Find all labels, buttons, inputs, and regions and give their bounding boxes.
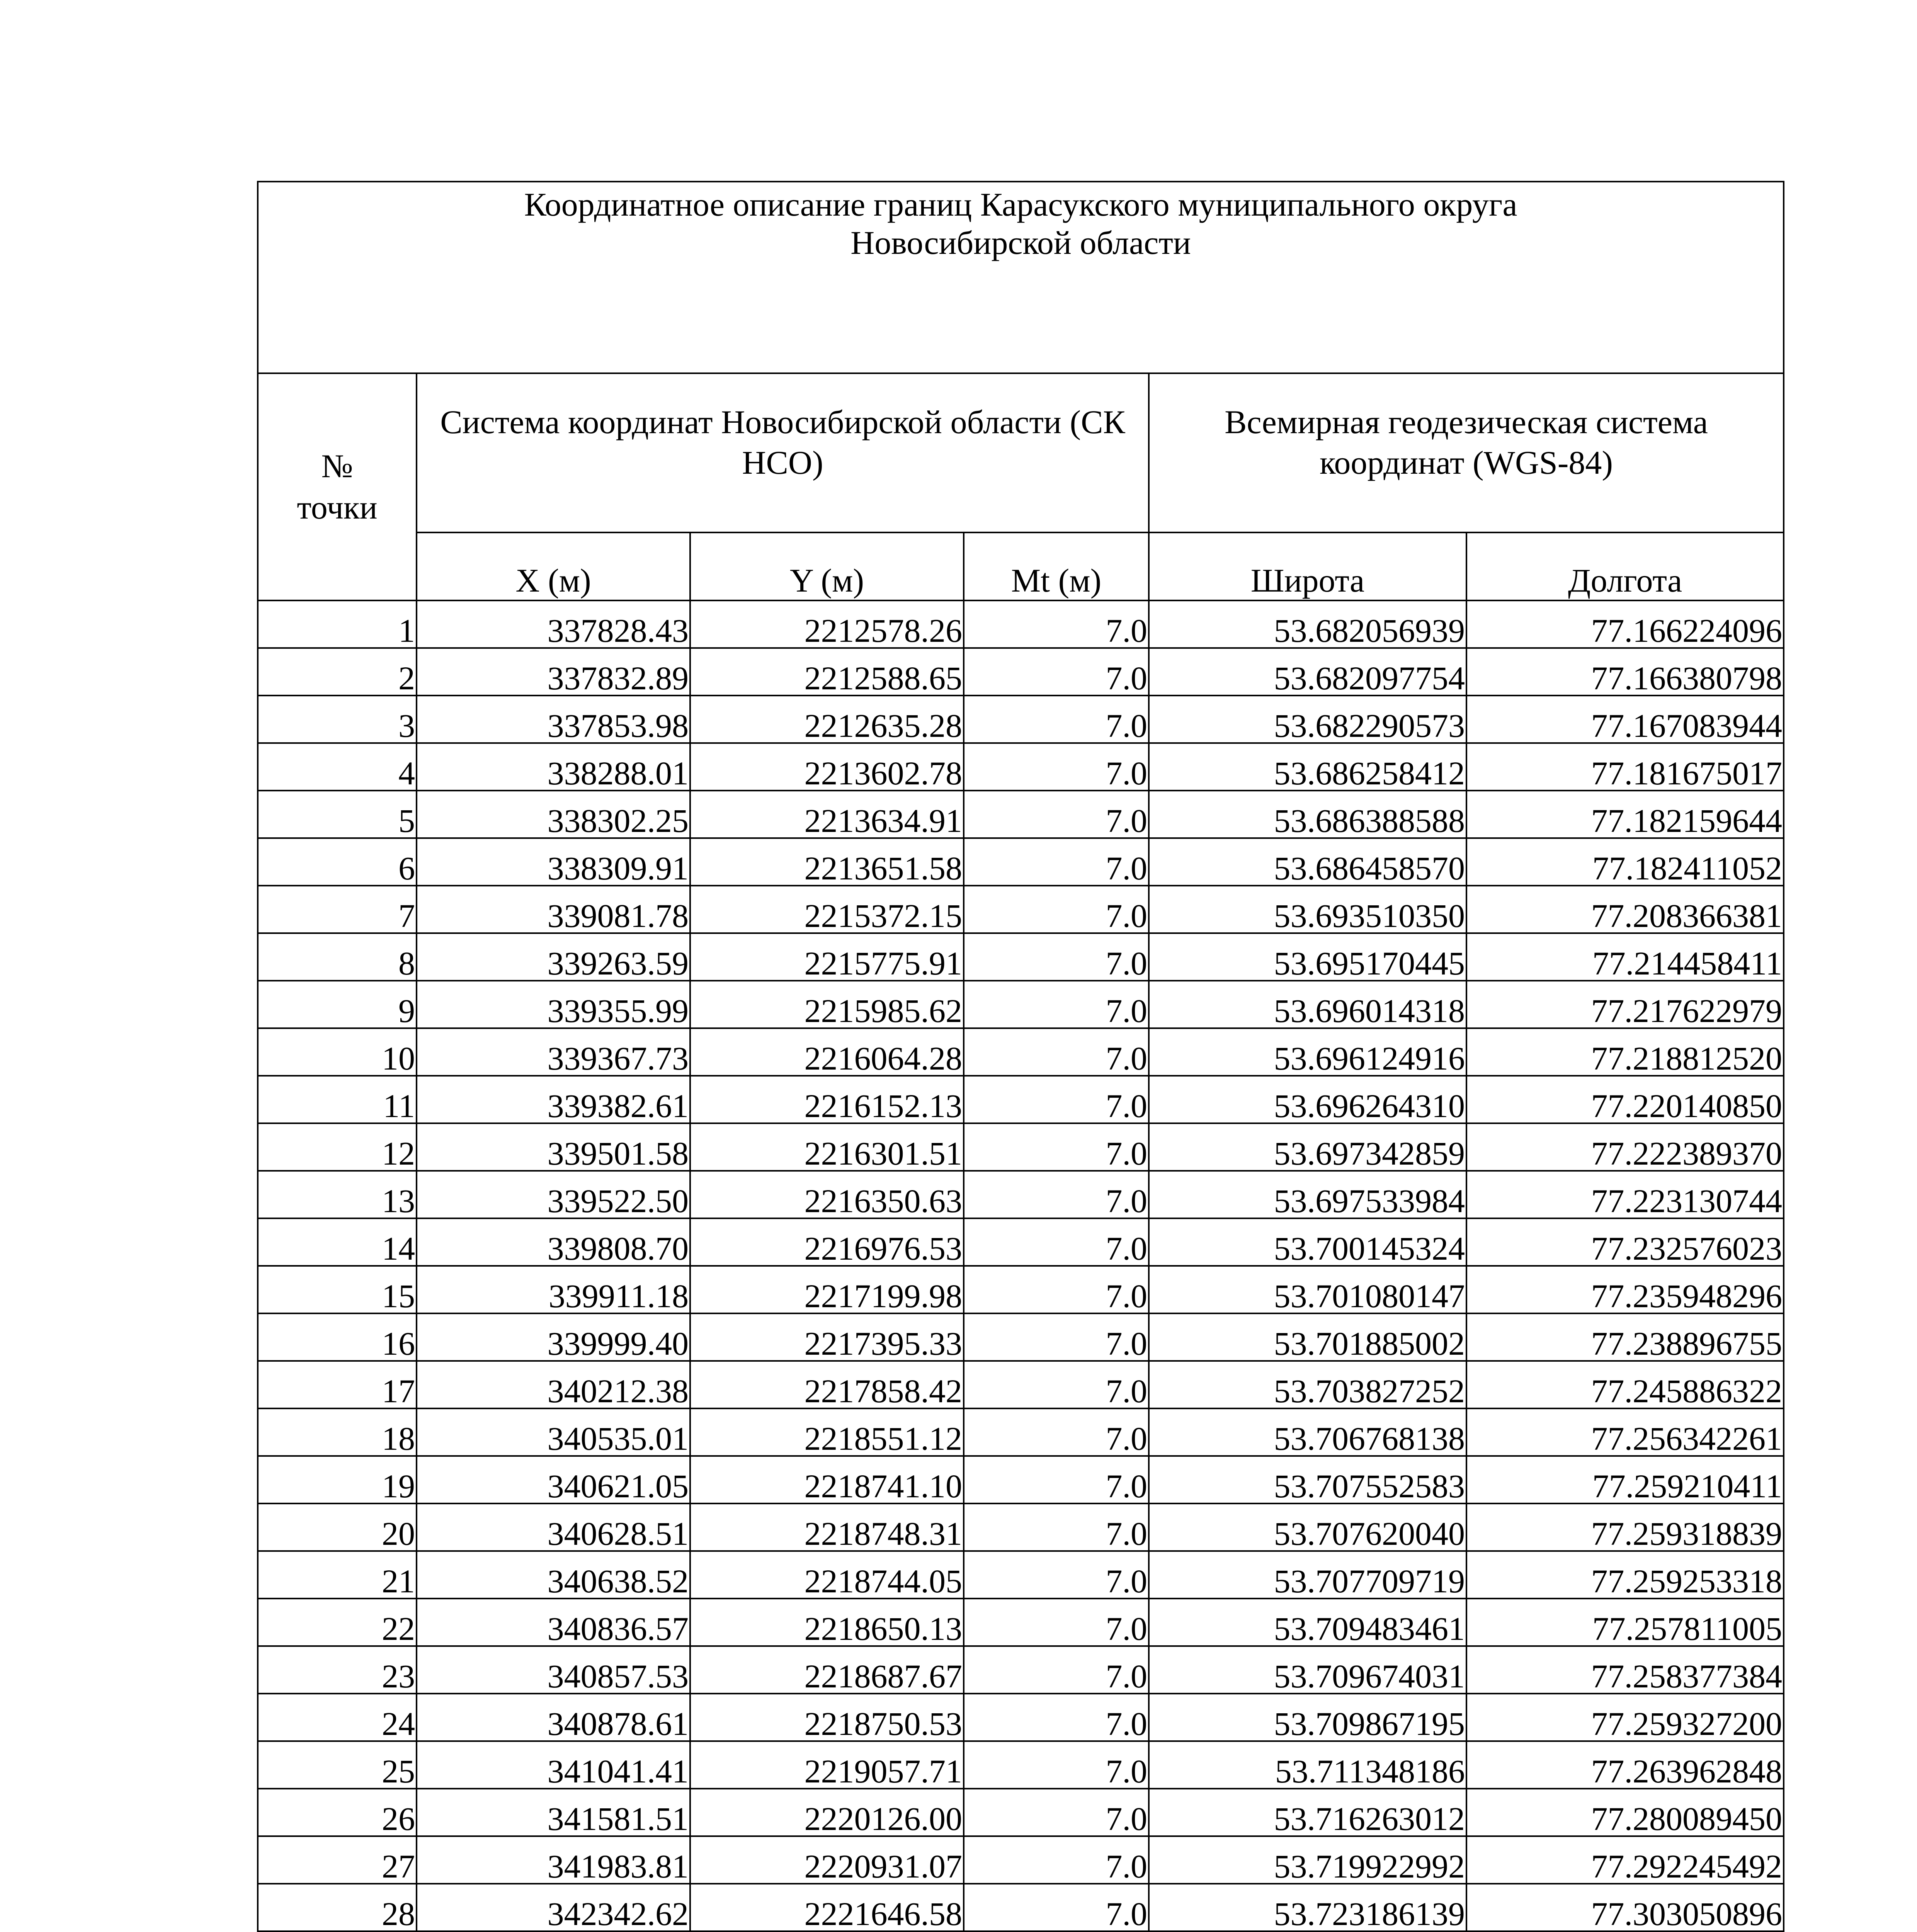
latitude-cell: 53.686458570 xyxy=(1149,838,1466,886)
mt-cell: 7.0 xyxy=(964,933,1149,981)
longitude-cell: 77.238896755 xyxy=(1466,1313,1784,1361)
point-number-cell: 1 xyxy=(258,600,417,648)
document-title xyxy=(258,182,1784,373)
latitude-cell: 53.707709719 xyxy=(1149,1551,1466,1599)
x-cell: 339808.70 xyxy=(417,1218,690,1266)
mt-cell: 7.0 xyxy=(964,838,1149,886)
point-number-cell: 2 xyxy=(258,648,417,696)
y-cell: 2215985.62 xyxy=(690,981,964,1028)
point-number-cell: 12 xyxy=(258,1123,417,1171)
mt-cell: 7.0 xyxy=(964,1123,1149,1171)
y-cell: 2217858.42 xyxy=(690,1361,964,1408)
x-cell: 339382.61 xyxy=(417,1076,690,1123)
latitude-cell: 53.706768138 xyxy=(1149,1408,1466,1456)
latitude-cell: 53.716263012 xyxy=(1149,1789,1466,1836)
x-cell: 337828.43 xyxy=(417,600,690,648)
longitude-cell: 77.167083944 xyxy=(1466,696,1784,743)
longitude-cell: 77.166224096 xyxy=(1466,600,1784,648)
longitude-cell: 77.259253318 xyxy=(1466,1551,1784,1599)
x-cell: 339911.18 xyxy=(417,1266,690,1313)
table-row xyxy=(258,1646,1784,1694)
table-row xyxy=(258,648,1784,696)
point-number-cell: 24 xyxy=(258,1694,417,1741)
table-row xyxy=(258,1123,1784,1171)
point-number-header xyxy=(258,373,417,600)
nso-system-header: Система координат Новосибирской области (СК НСО) xyxy=(417,373,1149,532)
longitude-column-header: Долгота xyxy=(1466,532,1784,600)
y-cell: 2216976.53 xyxy=(690,1218,964,1266)
longitude-cell: 77.258377384 xyxy=(1466,1646,1784,1694)
longitude-cell: 77.217622979 xyxy=(1466,981,1784,1028)
point-number-cell: 22 xyxy=(258,1599,417,1646)
longitude-cell: 77.245886322 xyxy=(1466,1361,1784,1408)
x-cell: 341983.81 xyxy=(417,1836,690,1884)
point-number-cell: 19 xyxy=(258,1456,417,1503)
point-number-cell: 15 xyxy=(258,1266,417,1313)
longitude-cell: 77.259318839 xyxy=(1466,1503,1784,1551)
y-cell: 2212635.28 xyxy=(690,696,964,743)
table-row xyxy=(258,1503,1784,1551)
point-number-cell: 14 xyxy=(258,1218,417,1266)
table-row xyxy=(258,886,1784,933)
latitude-cell: 53.723186139 xyxy=(1149,1884,1466,1931)
x-cell: 338288.01 xyxy=(417,743,690,791)
latitude-cell: 53.711348186 xyxy=(1149,1741,1466,1789)
x-cell: 340621.05 xyxy=(417,1456,690,1503)
table-row xyxy=(258,1076,1784,1123)
x-cell: 339999.40 xyxy=(417,1313,690,1361)
longitude-cell: 77.214458411 xyxy=(1466,933,1784,981)
table-row xyxy=(258,1313,1784,1361)
longitude-cell: 77.292245492 xyxy=(1466,1836,1784,1884)
latitude-cell: 53.686258412 xyxy=(1149,743,1466,791)
y-cell: 2212588.65 xyxy=(690,648,964,696)
y-cell: 2216301.51 xyxy=(690,1123,964,1171)
point-number-cell: 20 xyxy=(258,1503,417,1551)
table-row xyxy=(258,1408,1784,1456)
mt-cell: 7.0 xyxy=(964,1076,1149,1123)
longitude-cell: 77.182159644 xyxy=(1466,791,1784,838)
latitude-cell: 53.697533984 xyxy=(1149,1171,1466,1218)
longitude-cell: 77.223130744 xyxy=(1466,1171,1784,1218)
point-number-cell: 27 xyxy=(258,1836,417,1884)
mt-cell: 7.0 xyxy=(964,886,1149,933)
point-number-cell: 4 xyxy=(258,743,417,791)
x-cell: 340535.01 xyxy=(417,1408,690,1456)
table-row xyxy=(258,1551,1784,1599)
y-cell: 2216350.63 xyxy=(690,1171,964,1218)
y-cell: 2216064.28 xyxy=(690,1028,964,1076)
mt-cell: 7.0 xyxy=(964,1456,1149,1503)
y-cell: 2215775.91 xyxy=(690,933,964,981)
mt-cell: 7.0 xyxy=(964,743,1149,791)
mt-cell: 7.0 xyxy=(964,1884,1149,1931)
latitude-cell: 53.707620040 xyxy=(1149,1503,1466,1551)
point-number-cell: 10 xyxy=(258,1028,417,1076)
latitude-cell: 53.701080147 xyxy=(1149,1266,1466,1313)
y-cell: 2218687.67 xyxy=(690,1646,964,1694)
x-cell: 339355.99 xyxy=(417,981,690,1028)
column-header-row xyxy=(258,532,1784,600)
latitude-cell: 53.703827252 xyxy=(1149,1361,1466,1408)
table-row xyxy=(258,1218,1784,1266)
point-number-cell: 25 xyxy=(258,1741,417,1789)
latitude-cell: 53.682097754 xyxy=(1149,648,1466,696)
y-cell: 2218551.12 xyxy=(690,1408,964,1456)
x-cell: 342342.62 xyxy=(417,1884,690,1931)
x-cell: 338309.91 xyxy=(417,838,690,886)
table-row xyxy=(258,1361,1784,1408)
mt-cell: 7.0 xyxy=(964,1599,1149,1646)
mt-cell: 7.0 xyxy=(964,1694,1149,1741)
point-header-line-1: № xyxy=(321,447,353,485)
longitude-cell: 77.208366381 xyxy=(1466,886,1784,933)
latitude-cell: 53.696124916 xyxy=(1149,1028,1466,1076)
x-cell: 341581.51 xyxy=(417,1789,690,1836)
point-number-cell: 7 xyxy=(258,886,417,933)
longitude-cell: 77.235948296 xyxy=(1466,1266,1784,1313)
table-row xyxy=(258,1028,1784,1076)
mt-cell: 7.0 xyxy=(964,1836,1149,1884)
y-cell: 2218741.10 xyxy=(690,1456,964,1503)
point-header-line-2: точки xyxy=(297,489,378,526)
longitude-cell: 77.259327200 xyxy=(1466,1694,1784,1741)
title-row xyxy=(258,182,1784,373)
x-cell: 340638.52 xyxy=(417,1551,690,1599)
y-cell: 2213602.78 xyxy=(690,743,964,791)
point-number-cell: 8 xyxy=(258,933,417,981)
mt-cell: 7.0 xyxy=(964,648,1149,696)
mt-cell: 7.0 xyxy=(964,1361,1149,1408)
mt-column-header: Mt (м) xyxy=(964,532,1149,600)
table-row xyxy=(258,838,1784,886)
latitude-cell: 53.709483461 xyxy=(1149,1599,1466,1646)
latitude-cell: 53.709867195 xyxy=(1149,1694,1466,1741)
latitude-cell: 53.719922992 xyxy=(1149,1836,1466,1884)
latitude-cell: 53.682290573 xyxy=(1149,696,1466,743)
longitude-cell: 77.166380798 xyxy=(1466,648,1784,696)
x-cell: 339367.73 xyxy=(417,1028,690,1076)
x-cell: 337853.98 xyxy=(417,696,690,743)
latitude-cell: 53.686388588 xyxy=(1149,791,1466,838)
table-row xyxy=(258,933,1784,981)
longitude-cell: 77.259210411 xyxy=(1466,1456,1784,1503)
x-cell: 339501.58 xyxy=(417,1123,690,1171)
mt-cell: 7.0 xyxy=(964,1503,1149,1551)
longitude-cell: 77.263962848 xyxy=(1466,1741,1784,1789)
table-row xyxy=(258,1266,1784,1313)
y-cell: 2218750.53 xyxy=(690,1694,964,1741)
mt-cell: 7.0 xyxy=(964,981,1149,1028)
y-cell: 2220126.00 xyxy=(690,1789,964,1836)
x-cell: 339081.78 xyxy=(417,886,690,933)
y-cell: 2216152.13 xyxy=(690,1076,964,1123)
point-number-cell: 23 xyxy=(258,1646,417,1694)
table-row xyxy=(258,1741,1784,1789)
x-cell: 341041.41 xyxy=(417,1741,690,1789)
longitude-cell: 77.181675017 xyxy=(1466,743,1784,791)
latitude-cell: 53.697342859 xyxy=(1149,1123,1466,1171)
longitude-cell: 77.303050896 xyxy=(1466,1884,1784,1931)
latitude-cell: 53.701885002 xyxy=(1149,1313,1466,1361)
point-number-cell: 3 xyxy=(258,696,417,743)
x-cell: 338302.25 xyxy=(417,791,690,838)
mt-cell: 7.0 xyxy=(964,600,1149,648)
x-cell: 339522.50 xyxy=(417,1171,690,1218)
latitude-cell: 53.696264310 xyxy=(1149,1076,1466,1123)
x-cell: 340857.53 xyxy=(417,1646,690,1694)
point-number-cell: 26 xyxy=(258,1789,417,1836)
group-header-row xyxy=(258,373,1784,532)
y-cell: 2212578.26 xyxy=(690,600,964,648)
latitude-cell: 53.693510350 xyxy=(1149,886,1466,933)
table-row xyxy=(258,1836,1784,1884)
y-column-header: Y (м) xyxy=(690,532,964,600)
title-line-2: Новосибирской области xyxy=(850,224,1191,261)
longitude-cell: 77.232576023 xyxy=(1466,1218,1784,1266)
longitude-cell: 77.220140850 xyxy=(1466,1076,1784,1123)
longitude-cell: 77.280089450 xyxy=(1466,1789,1784,1836)
point-number-cell: 18 xyxy=(258,1408,417,1456)
mt-cell: 7.0 xyxy=(964,1313,1149,1361)
x-cell: 340212.38 xyxy=(417,1361,690,1408)
mt-cell: 7.0 xyxy=(964,1028,1149,1076)
latitude-cell: 53.709674031 xyxy=(1149,1646,1466,1694)
x-cell: 340836.57 xyxy=(417,1599,690,1646)
table-row xyxy=(258,696,1784,743)
x-cell: 339263.59 xyxy=(417,933,690,981)
table-row xyxy=(258,791,1784,838)
y-cell: 2213651.58 xyxy=(690,838,964,886)
table-row xyxy=(258,1789,1784,1836)
y-cell: 2218748.31 xyxy=(690,1503,964,1551)
y-cell: 2213634.91 xyxy=(690,791,964,838)
table-row xyxy=(258,1599,1784,1646)
point-number-cell: 28 xyxy=(258,1884,417,1931)
table-row xyxy=(258,1884,1784,1931)
y-cell: 2220931.07 xyxy=(690,1836,964,1884)
point-number-cell: 5 xyxy=(258,791,417,838)
mt-cell: 7.0 xyxy=(964,1171,1149,1218)
longitude-cell: 77.218812520 xyxy=(1466,1028,1784,1076)
table-row xyxy=(258,1456,1784,1503)
latitude-cell: 53.696014318 xyxy=(1149,981,1466,1028)
y-cell: 2219057.71 xyxy=(690,1741,964,1789)
table-row xyxy=(258,1694,1784,1741)
x-cell: 340628.51 xyxy=(417,1503,690,1551)
mt-cell: 7.0 xyxy=(964,1741,1149,1789)
mt-cell: 7.0 xyxy=(964,1789,1149,1836)
y-cell: 2215372.15 xyxy=(690,886,964,933)
y-cell: 2218650.13 xyxy=(690,1599,964,1646)
point-number-cell: 9 xyxy=(258,981,417,1028)
latitude-cell: 53.700145324 xyxy=(1149,1218,1466,1266)
point-number-cell: 17 xyxy=(258,1361,417,1408)
title-line-1: Координатное описание границ Карасукского муниципального округа xyxy=(524,186,1517,223)
mt-cell: 7.0 xyxy=(964,1646,1149,1694)
latitude-column-header: Широта xyxy=(1149,532,1466,600)
longitude-cell: 77.257811005 xyxy=(1466,1599,1784,1646)
mt-cell: 7.0 xyxy=(964,791,1149,838)
mt-cell: 7.0 xyxy=(964,696,1149,743)
y-cell: 2221646.58 xyxy=(690,1884,964,1931)
table-row xyxy=(258,743,1784,791)
point-number-cell: 6 xyxy=(258,838,417,886)
latitude-cell: 53.695170445 xyxy=(1149,933,1466,981)
table-row xyxy=(258,1171,1784,1218)
table-row xyxy=(258,981,1784,1028)
x-cell: 337832.89 xyxy=(417,648,690,696)
mt-cell: 7.0 xyxy=(964,1408,1149,1456)
y-cell: 2217395.33 xyxy=(690,1313,964,1361)
longitude-cell: 77.256342261 xyxy=(1466,1408,1784,1456)
longitude-cell: 77.222389370 xyxy=(1466,1123,1784,1171)
y-cell: 2217199.98 xyxy=(690,1266,964,1313)
point-number-cell: 21 xyxy=(258,1551,417,1599)
latitude-cell: 53.707552583 xyxy=(1149,1456,1466,1503)
mt-cell: 7.0 xyxy=(964,1266,1149,1313)
coordinate-table xyxy=(257,181,1784,1932)
x-cell: 340878.61 xyxy=(417,1694,690,1741)
point-number-cell: 11 xyxy=(258,1076,417,1123)
mt-cell: 7.0 xyxy=(964,1218,1149,1266)
wgs84-system-header: Всемирная геодезическая система координат (WGS-84) xyxy=(1149,373,1784,532)
latitude-cell: 53.682056939 xyxy=(1149,600,1466,648)
point-number-cell: 16 xyxy=(258,1313,417,1361)
point-number-cell: 13 xyxy=(258,1171,417,1218)
table-row xyxy=(258,600,1784,648)
longitude-cell: 77.182411052 xyxy=(1466,838,1784,886)
x-column-header: X (м) xyxy=(417,532,690,600)
y-cell: 2218744.05 xyxy=(690,1551,964,1599)
mt-cell: 7.0 xyxy=(964,1551,1149,1599)
